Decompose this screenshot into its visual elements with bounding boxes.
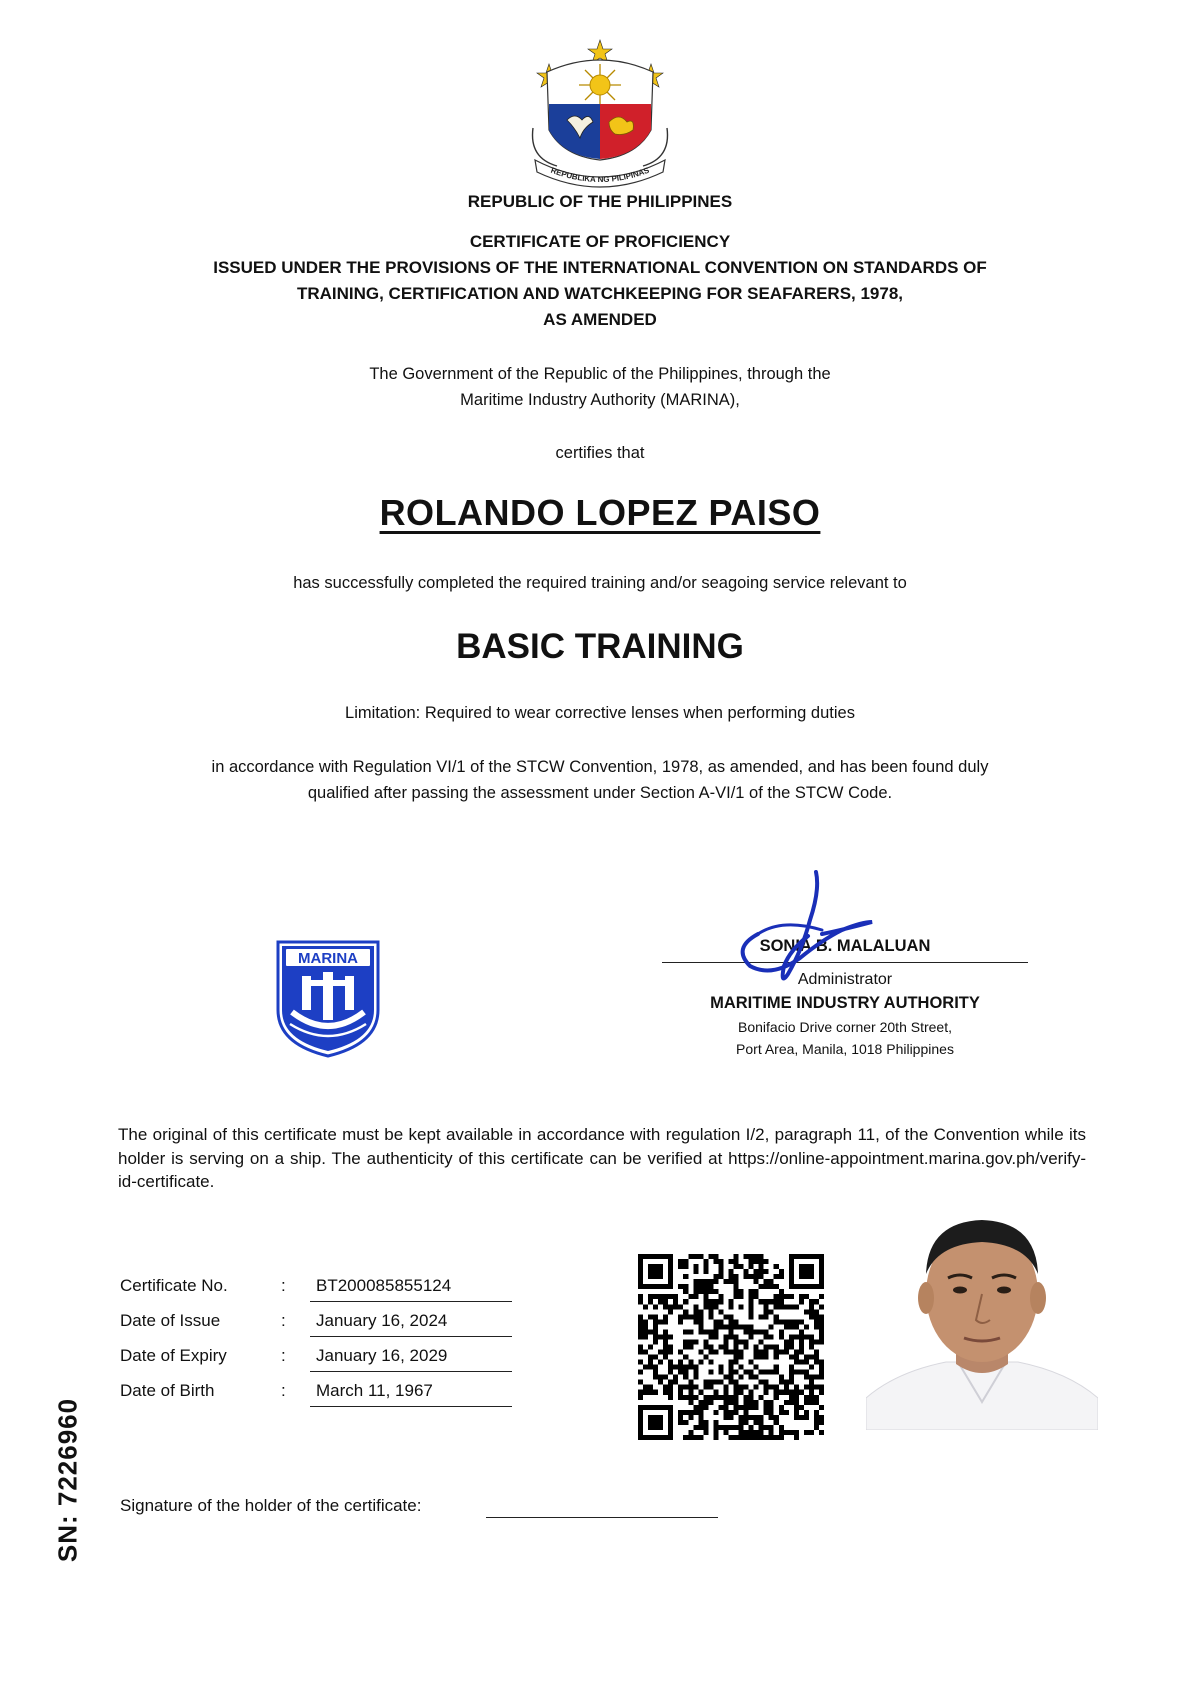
- convention-line-2: TRAINING, CERTIFICATION AND WATCHKEEPING FOR SEAFARERS, 1978,: [296, 284, 904, 303]
- certificate-title-line: CERTIFICATE OF PROFICIENCY: [469, 232, 731, 251]
- holder-signature-label: Signature of the holder of the certificate:: [120, 1496, 422, 1515]
- country-heading: REPUBLIC OF THE PHILIPPINES: [467, 192, 733, 211]
- holder-photo: [866, 1212, 1098, 1430]
- accordance-text: [0, 754, 1200, 806]
- intro-line-2: Maritime Industry Authority (MARINA),: [460, 391, 740, 409]
- certificate-no-colon: :: [281, 1276, 286, 1295]
- authority-address-line-2: Port Area, Manila, 1018 Philippines: [736, 1041, 954, 1057]
- training-title: BASIC TRAINING: [456, 627, 744, 666]
- convention-line-3: AS AMENDED: [543, 310, 657, 329]
- issuing-authority: MARITIME INDUSTRY AUTHORITY: [710, 994, 980, 1012]
- date-of-expiry-underline: [310, 1371, 512, 1372]
- accordance-line-1: in accordance with Regulation VI/1 of the STCW Convention, 1978, as amended, and has been found duly: [211, 758, 989, 776]
- holder-signature-line[interactable]: [486, 1517, 718, 1518]
- verification-notice: The original of this certificate must be kept available in accordance with regulation I/2, paragraph 11, of the Convention while its holder is serving on a ship. The authenticity of this certificate can be verified at https://online-appointment.marina.gov.ph/verify-id-certificate.: [118, 1125, 1086, 1191]
- convention-statement: [0, 255, 1200, 333]
- certificate-no-underline: [310, 1301, 512, 1302]
- qr-code-icon: [638, 1254, 824, 1440]
- date-of-issue-value: January 16, 2024: [316, 1311, 448, 1330]
- date-of-expiry-value: January 16, 2029: [316, 1346, 448, 1365]
- certificate-no-value: BT200085855124: [316, 1276, 452, 1295]
- certificate-title: [0, 229, 1200, 255]
- date-of-expiry-label: Date of Expiry: [120, 1346, 227, 1365]
- signatory-title: Administrator: [797, 971, 893, 988]
- marina-logo: [276, 940, 380, 1058]
- date-of-birth-underline: [310, 1406, 512, 1407]
- completion-text: has successfully completed the required training and/or seagoing service relevant to: [293, 574, 907, 592]
- date-of-birth-label: Date of Birth: [120, 1381, 215, 1400]
- coat-of-arms-seal: [527, 38, 673, 188]
- convention-line-1: ISSUED UNDER THE PROVISIONS OF THE INTERNATIONAL CONVENTION ON STANDARDS OF: [213, 258, 987, 277]
- intro-line-1: The Government of the Republic of the Philippines, through the: [369, 365, 831, 383]
- certificate-no-label: Certificate No.: [120, 1276, 228, 1295]
- limitation-text: Limitation: Required to wear corrective lenses when performing duties: [345, 704, 855, 722]
- date-of-issue-colon: :: [281, 1311, 286, 1330]
- intro-text: [0, 361, 1200, 413]
- date-of-expiry-colon: :: [281, 1346, 286, 1365]
- accordance-line-2: qualified after passing the assessment under Section A-VI/1 of the STCW Code.: [307, 784, 893, 802]
- holder-name: ROLANDO LOPEZ PAISO: [379, 492, 821, 533]
- signatory-name: SONIA B. MALALUAN: [759, 937, 931, 955]
- marina-logo-text: MARINA: [298, 950, 358, 967]
- date-of-birth-colon: :: [281, 1381, 286, 1400]
- date-of-issue-underline: [310, 1336, 512, 1337]
- seal-motto: REPUBLIKA NG PILIPINAS: [549, 165, 651, 185]
- date-of-birth-value: March 11, 1967: [316, 1381, 433, 1400]
- certifies-text: certifies that: [555, 444, 645, 462]
- serial-number: SN: 7226960: [52, 1397, 83, 1563]
- date-of-issue-label: Date of Issue: [120, 1311, 221, 1330]
- authority-address-line-1: Bonifacio Drive corner 20th Street,: [738, 1019, 952, 1035]
